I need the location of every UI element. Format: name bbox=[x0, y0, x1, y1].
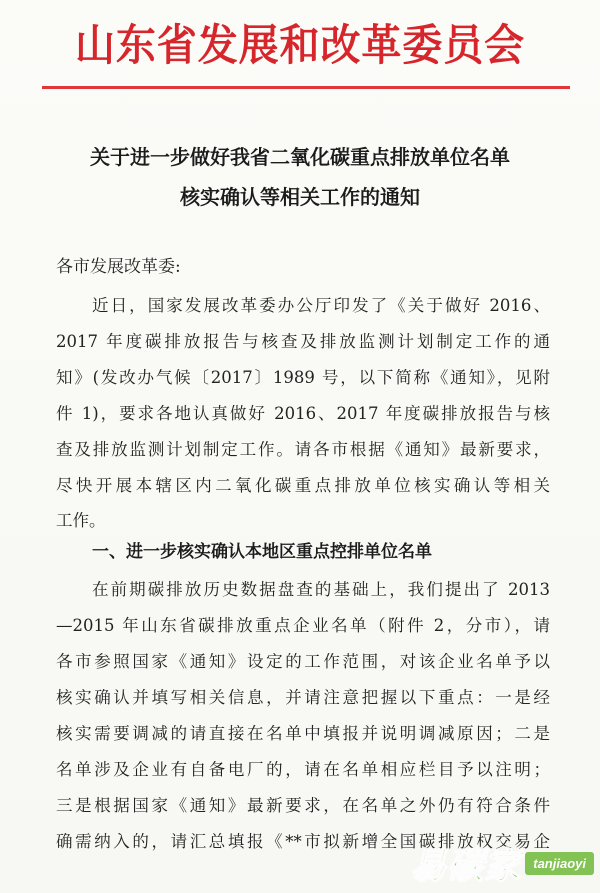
section-line: 在前期碳排放历史数据盘查的基础上，我们提出了 2013 bbox=[92, 580, 550, 599]
section-line: 核实确认并填写相关信息，并请注意把握以下重点：一是经 bbox=[56, 688, 550, 707]
paragraph-line: 近日，国家发展改革委办公厅印发了《关于做好 2016、 bbox=[92, 296, 550, 315]
watermark-brand: 易碳家 bbox=[410, 846, 522, 887]
salutation: 各市发展改革委: bbox=[56, 257, 181, 277]
red-header-rule bbox=[42, 86, 570, 89]
section-line: 确需纳入的，请汇总填报《**市拟新增全国碳排放权交易企 bbox=[56, 832, 550, 851]
paragraph-line: 查及排放监测计划制定工作。请各市根据《通知》最新要求， bbox=[56, 440, 550, 459]
section-line: 各市参照国家《通知》设定的工作范围，对该企业名单予以 bbox=[56, 652, 550, 671]
paragraph-line: 知》(发改办气候〔2017〕1989 号，以下简称《通知》，见附 bbox=[56, 368, 550, 387]
document-title-line-1: 关于进一步做好我省二氧化碳重点排放单位名单 bbox=[90, 145, 510, 169]
watermark-logo bbox=[410, 838, 594, 889]
document-title-line-2: 核实确认等相关工作的通知 bbox=[180, 185, 420, 209]
section-line: —2015 年山东省碳排放重点企业名单（附件 2，分市），请 bbox=[56, 616, 550, 635]
paragraph-line: 工作。 bbox=[56, 511, 106, 530]
watermark-domain: tanjiaoyi bbox=[525, 852, 594, 875]
section-line: 核实需要调减的请直接在名单中填报并说明调减原因；二是 bbox=[56, 724, 550, 743]
paragraph-line: 件 1)，要求各地认真做好 2016、2017 年度碳排放报告与核 bbox=[56, 404, 550, 423]
section-line: 三是根据国家《通知》最新要求，在名单之外仍有符合条件 bbox=[56, 796, 550, 815]
section-line: 名单涉及企业有自备电厂的，请在名单相应栏目予以注明； bbox=[56, 760, 550, 779]
paragraph-line: 2017 年度碳排放报告与核查及排放监测计划制定工作的通 bbox=[56, 332, 550, 351]
organization-header: 山东省发展和改革委员会 bbox=[74, 21, 526, 71]
section-heading: 一、进一步核实确认本地区重点控排单位名单 bbox=[92, 542, 432, 562]
paragraph-line: 尽快开展本辖区内二氧化碳重点排放单位核实确认等相关 bbox=[56, 476, 550, 495]
